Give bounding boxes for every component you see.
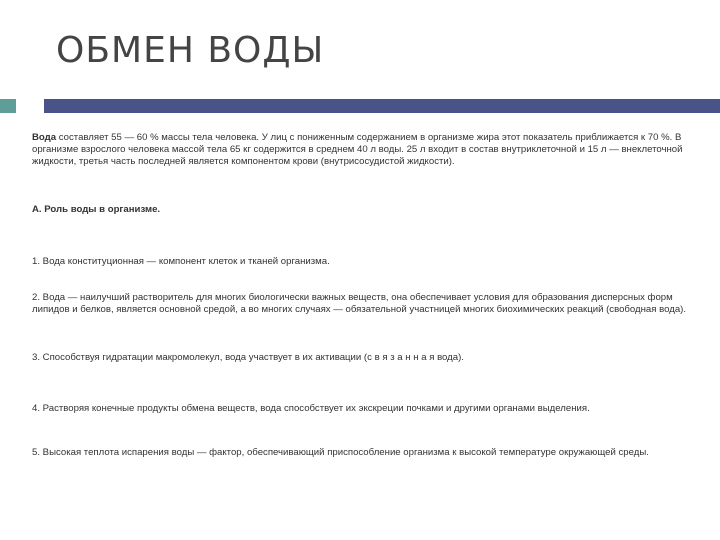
- intro-lead-word: Вода: [32, 132, 57, 143]
- list-item-4: 4. Растворяя конечные продукты обмена веществ, вода способствует их экскреции почками и другими органами выделения.: [32, 403, 590, 414]
- title-divider-bar: [44, 99, 720, 113]
- intro-text: составляет 55 — 60 % массы тела человека. У лиц с пониженным содержанием в организме жира этот показатель приближается к 70 %. В организме взрослого человека массой тела 65 кг содержится в среднем 40 л воды. 25 л входит в состав внутриклеточной и 15 л — внеклеточной жидкости, третья часть последней является компонентом крови (внутрисосудистой жидкости).: [32, 132, 683, 167]
- accent-square: [0, 99, 16, 113]
- slide-content: [32, 132, 702, 458]
- list-item-3: 3. Способствуя гидратации макромолекул, вода участвует в их активации (с в я з а н н а я вода).: [32, 352, 464, 363]
- list-item-5: 5. Высокая теплота испарения воды — фактор, обеспечивающий приспособление организма к высокой температуре окружающей среды.: [32, 447, 649, 458]
- intro-paragraph: [32, 132, 702, 168]
- list-item-2: 2. Вода — наилучший растворитель для многих биологически важных веществ, она обеспечивает условия для образования дисперсных форм липидов и белков, является основной средой, а во многих случаях — обязательной участницей многих биохимических реакций (свободная вода).: [32, 292, 687, 315]
- role-heading: А. Роль воды в организме.: [32, 204, 161, 215]
- list-item-1: 1. Вода конституционная — компонент клеток и тканей организма.: [32, 256, 330, 267]
- slide-title: ОБМЕН ВОДЫ: [56, 30, 325, 71]
